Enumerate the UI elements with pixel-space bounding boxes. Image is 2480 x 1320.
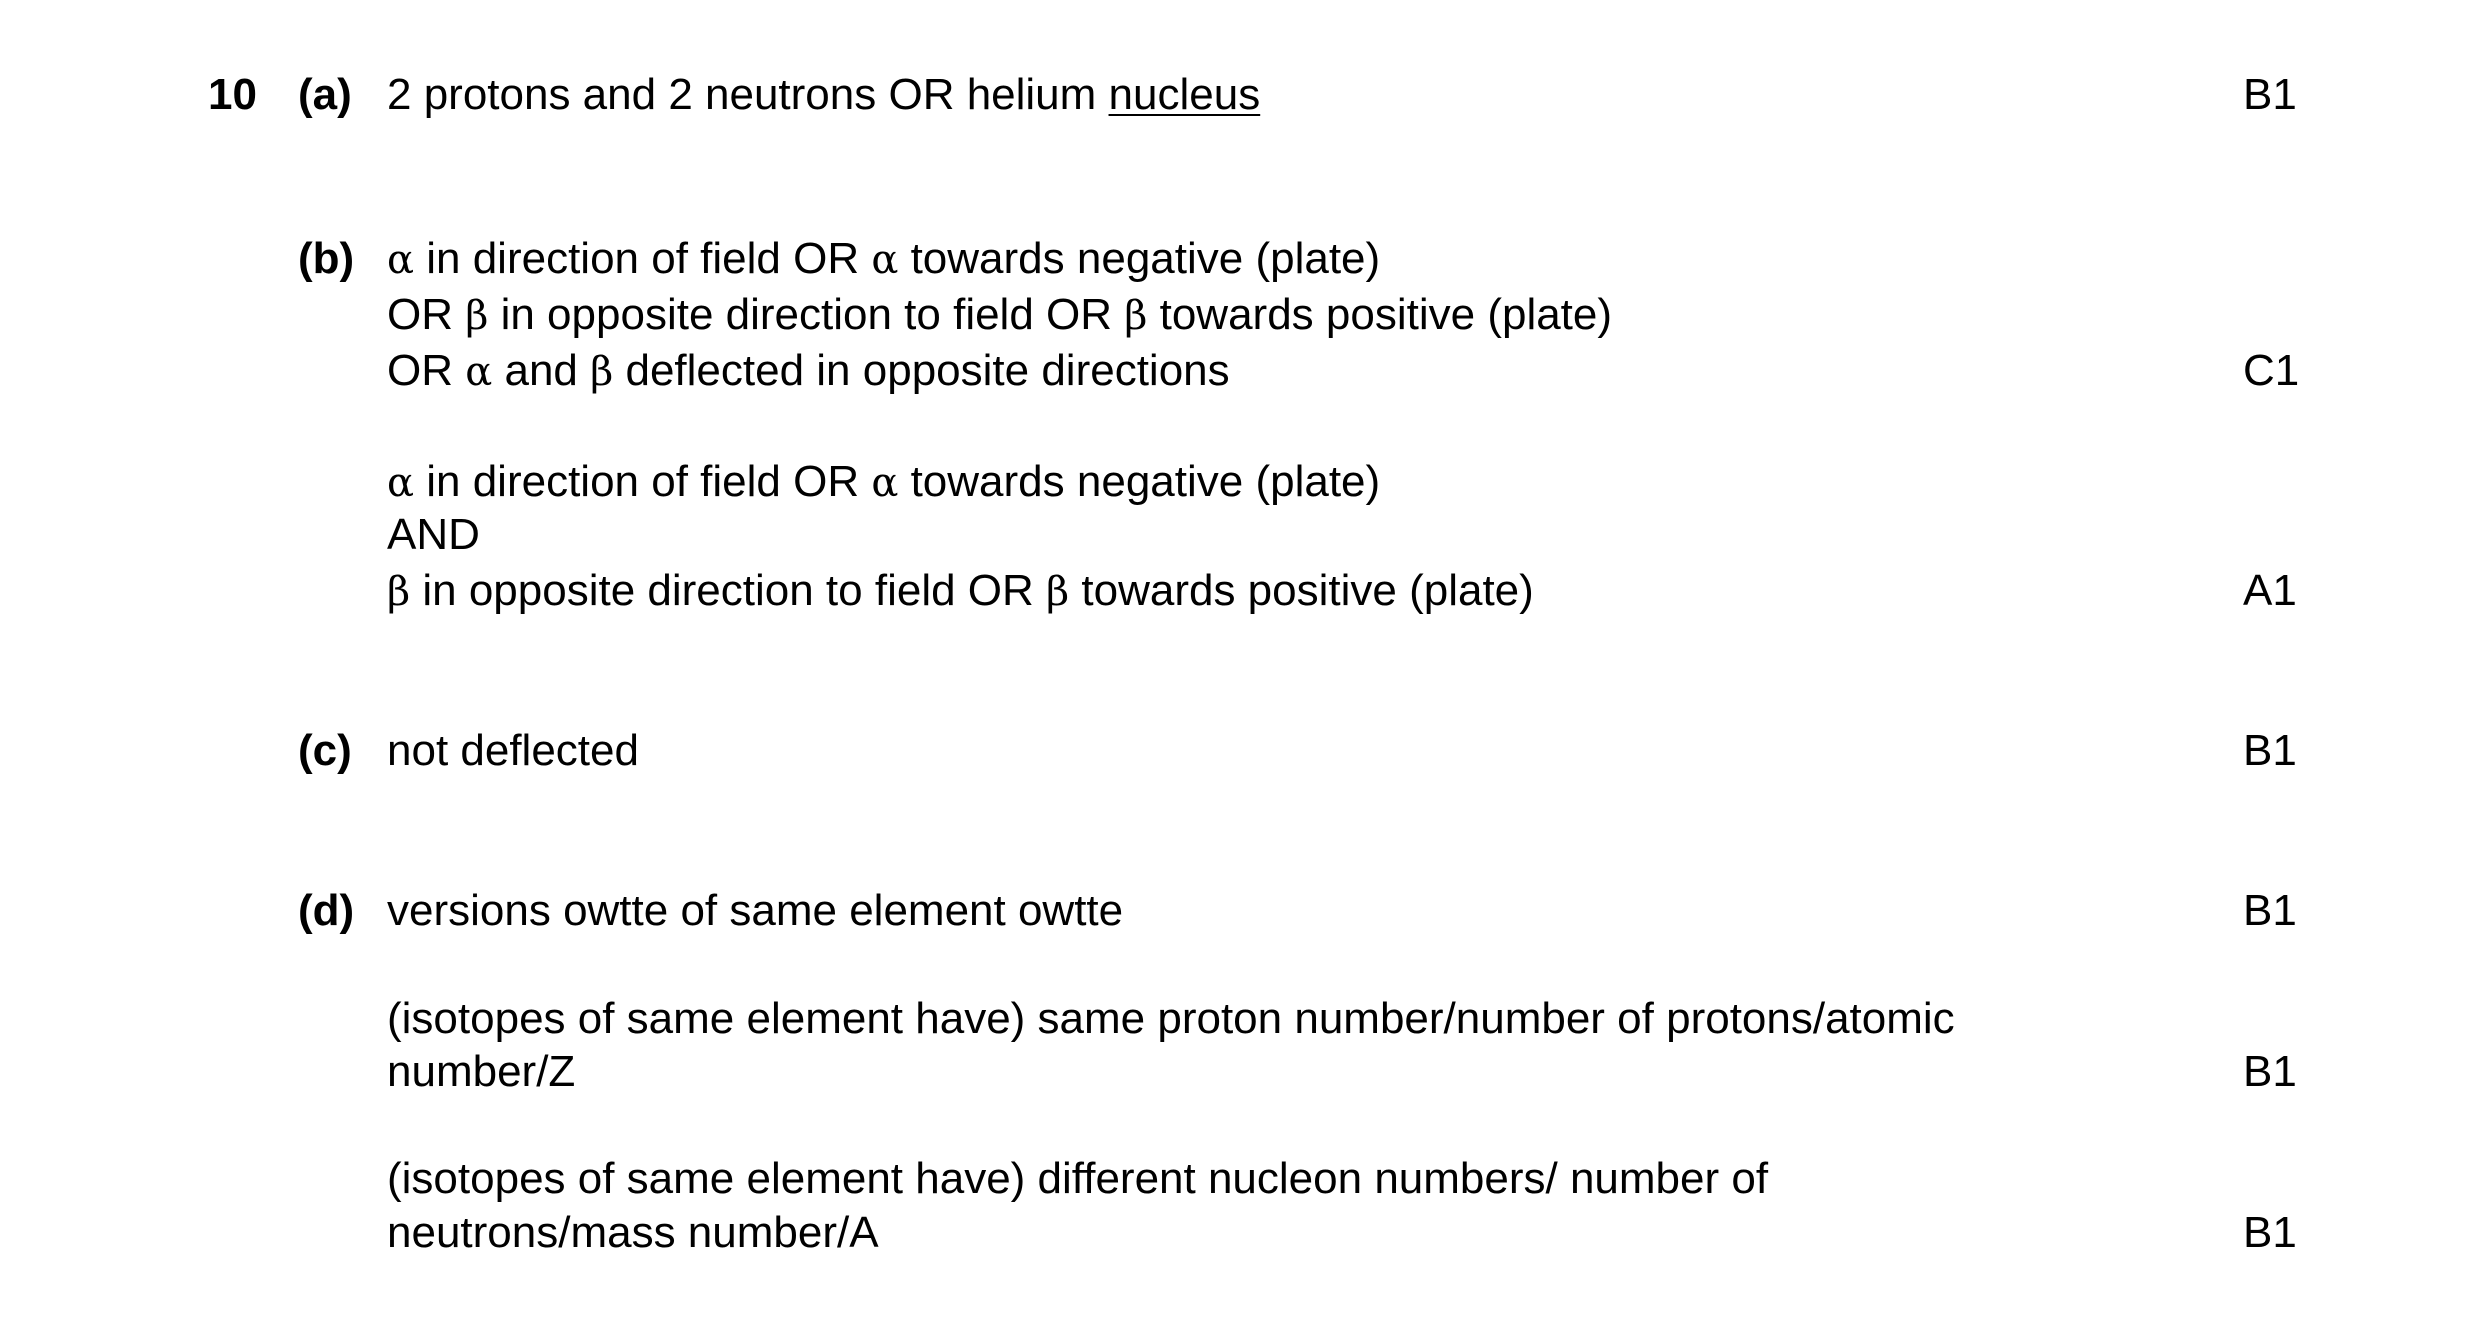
part-d-answer-3b: neutrons/mass number/A	[387, 1208, 879, 1257]
beta-symbol: β	[387, 569, 411, 615]
alpha-symbol: α	[465, 349, 493, 395]
underlined-keyword: nucleus	[1108, 70, 1261, 119]
part-b-a1-mark: A1	[2243, 566, 2297, 615]
part-d-answer-2b: number/Z	[387, 1047, 576, 1096]
part-a-answer: 2 protons and 2 neutrons OR helium nucleus	[387, 70, 1261, 119]
beta-symbol: β	[1046, 569, 1070, 615]
part-d-answer-3a: (isotopes of same element have) different nucleon numbers/ number of	[387, 1154, 1769, 1203]
part-b-c1-mark: C1	[2243, 346, 2300, 395]
part-d-label: (d)	[298, 886, 355, 935]
part-d-mark-1: B1	[2243, 886, 2297, 935]
mark-scheme-page: 10 (a) 2 protons and 2 neutrons OR helium nucleus B1 (b) α in direction of field OR α towards negative (plate) OR β in opposite direction to field OR β towards positive (plate) OR α and β deflected in opposite directions C1 α in direction of field OR α towards negative (plate) AND β in opposite direction to field OR β towards positive (plate) A1 (c) not deflected B1 (d) versions owtte of same element owtte B1 (isotopes of same element have) same proton number/number of protons/atomic number/Z B1 (isotopes of same element have) different nucleon numbers/ number of neutrons/mass number/A B1	[0, 0, 2480, 1320]
beta-symbol: β	[1124, 293, 1148, 339]
alpha-symbol: α	[871, 460, 899, 506]
part-d-mark-3: B1	[2243, 1208, 2297, 1257]
part-d-mark-2: B1	[2243, 1047, 2297, 1096]
alpha-symbol: α	[387, 460, 415, 506]
part-a-mark: B1	[2243, 70, 2297, 119]
part-c-mark: B1	[2243, 726, 2297, 775]
part-a-label: (a)	[298, 70, 352, 119]
question-number: 10	[208, 70, 257, 119]
and-connector: AND	[387, 510, 480, 559]
part-c-answer: not deflected	[387, 726, 639, 775]
beta-symbol: β	[465, 293, 489, 339]
part-b-label: (b)	[298, 234, 355, 283]
alpha-symbol: α	[871, 237, 899, 283]
beta-symbol: β	[590, 349, 614, 395]
part-d-answer-2a: (isotopes of same element have) same proton number/number of protons/atomic	[387, 994, 1955, 1043]
part-c-label: (c)	[298, 726, 352, 775]
part-d-answer-1: versions owtte of same element owtte	[387, 886, 1124, 935]
alpha-symbol: α	[387, 237, 415, 283]
